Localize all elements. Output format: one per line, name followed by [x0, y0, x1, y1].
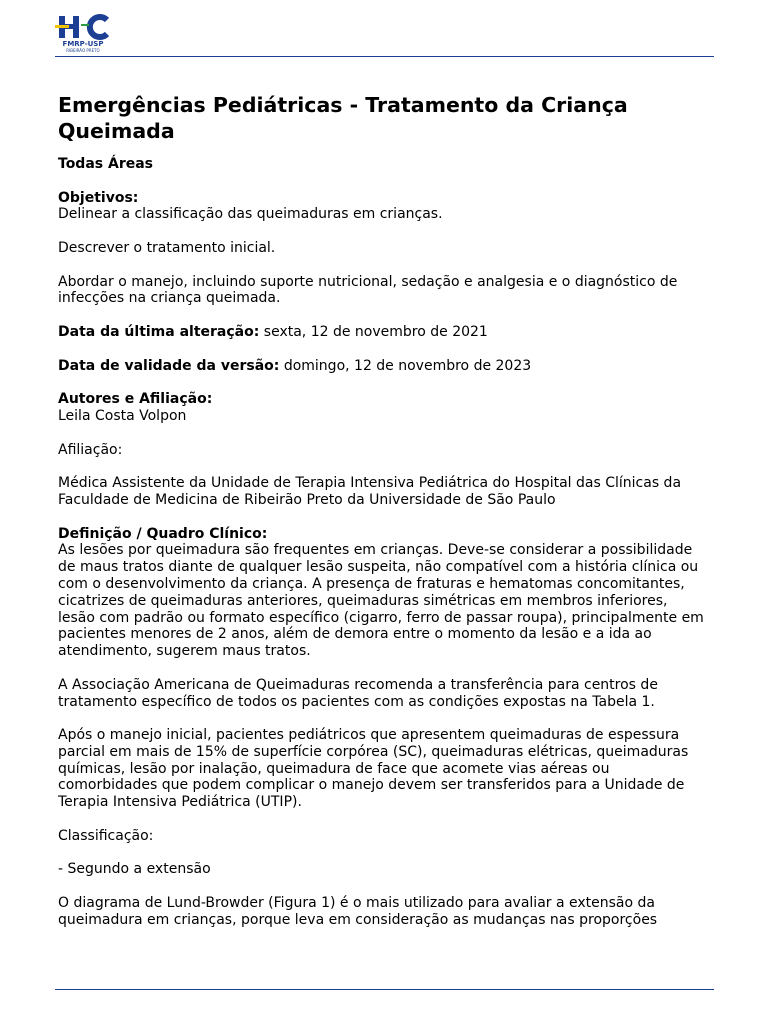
- data-alteracao-label: Data da última alteração:: [58, 323, 260, 340]
- autores-heading: Autores e Afiliação:: [58, 391, 213, 408]
- data-validade: [58, 358, 708, 375]
- afiliacao-heading: Afiliação:: [58, 441, 123, 458]
- hc-fmrp-logo: [55, 14, 111, 56]
- data-validade-value: domingo, 12 de novembro de 2023: [279, 357, 532, 374]
- logo-name: FMRP-USP: [62, 40, 104, 48]
- classificacao-heading: Classificação:: [58, 827, 154, 844]
- objetivos-heading: Objetivos:: [58, 189, 139, 206]
- hc-logo-mark: [55, 14, 111, 40]
- document-title: Emergências Pediátricas - Tratamento da Criança Queimada: [58, 93, 628, 143]
- objetivos-section: [58, 190, 708, 308]
- definicao-section: [58, 526, 708, 929]
- document-body: [58, 92, 708, 945]
- area-label: Todas Áreas: [58, 156, 153, 172]
- body-paragraph: As lesões por queimadura são frequentes em crianças. Deve-se considerar a possibilidade de maus tratos diante de qualquer lesão suspeita, não compatível com a história clínica ou com o desenvolvimento da criança. A presença de fraturas e hematomas concomitantes, cicatrizes de queimaduras anteriores, queimaduras simétricas em membros inferiores, lesão com padrão ou formato específico (cigarro, ferro de passar roupa), principalmente em pacientes menores de 2 anos, além de demora entre o momento da lesão e a ida ao atendimento, sugerem maus tratos.: [58, 542, 704, 660]
- afiliacao-text: Médica Assistente da Unidade de Terapia Intensiva Pediátrica do Hospital das Clínicas da Faculdade de Medicina de Ribeirão Preto da Universidade de São Paulo: [58, 475, 682, 508]
- autor-name: Leila Costa Volpon: [58, 407, 187, 424]
- header-divider: [55, 56, 714, 57]
- logo-subtitle: RIBEIRÃO PRETO: [66, 48, 100, 53]
- footer-divider: [55, 989, 714, 990]
- data-alteracao-value: sexta, 12 de novembro de 2021: [259, 323, 488, 340]
- definicao-heading: Definição / Quadro Clínico:: [58, 525, 268, 542]
- objetivo-item: Delinear a classificação das queimaduras em crianças.: [58, 206, 443, 223]
- autores-section: [58, 391, 708, 425]
- data-alteracao: [58, 324, 708, 341]
- body-paragraph: A Associação Americana de Queimaduras recomenda a transferência para centros de tratamento específico de todos os pacientes com as condições expostas na Tabela 1.: [58, 676, 658, 710]
- body-paragraph: Após o manejo inicial, pacientes pediátricos que apresentem queimaduras de espessura parcial em mais de 15% de superfície corpórea (SC), queimaduras elétricas, queimaduras químicas, lesão por inalação, queimadura de face que acomete vias aéreas ou comorbidades que podem complicar o manejo devem ser transferidos para a Unidade de Terapia Intensiva Pediátrica (UTIP).: [58, 727, 689, 811]
- data-validade-label: Data de validade da versão:: [58, 357, 280, 374]
- objetivo-item: Descrever o tratamento inicial.: [58, 239, 276, 256]
- body-paragraph: O diagrama de Lund-Browder (Figura 1) é o mais utilizado para avaliar a extensão da queimadura em crianças, porque leva em consideração as mudanças nas proporções: [58, 895, 658, 928]
- objetivo-item: Abordar o manejo, incluindo suporte nutricional, sedação e analgesia e o diagnóstico de infecções na criança queimada.: [58, 273, 678, 307]
- classificacao-subheading: - Segundo a extensão: [58, 861, 211, 878]
